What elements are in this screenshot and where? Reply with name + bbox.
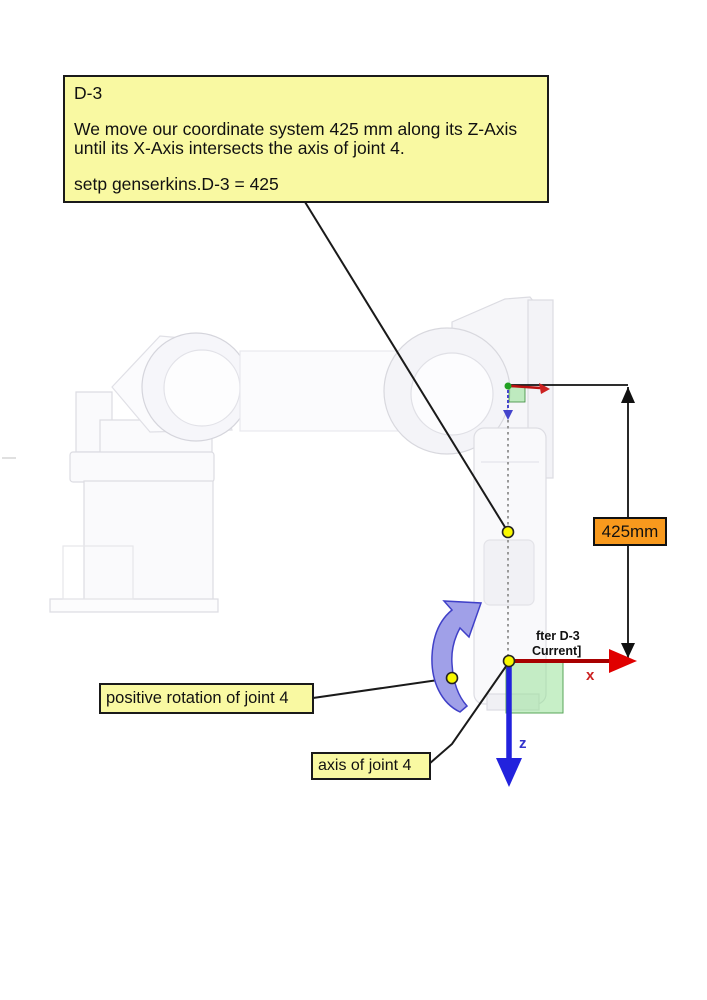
robot-base-cylinder — [84, 481, 213, 600]
rotation-label-connector — [313, 678, 452, 698]
z-axis-arrowhead-icon — [496, 758, 522, 787]
previous-frame-green-square — [509, 387, 525, 402]
current-frame-green-square — [506, 662, 563, 713]
rotation-arrow-marker — [447, 673, 458, 684]
z-axis-label: z — [519, 735, 527, 752]
d3-note-body-line1: We move our coordinate system 425 mm along its Z-Axis — [74, 119, 518, 139]
after-d3-caption-line1: fter D-3 — [536, 629, 580, 643]
d3-note-title: D-3 — [74, 83, 103, 103]
robot-base-flange — [70, 452, 214, 482]
joint4-origin-marker — [504, 656, 515, 667]
joint4-axis-text: axis of joint 4 — [318, 757, 412, 774]
after-d3-caption-line2: Current] — [532, 643, 582, 658]
robot-render — [2, 297, 553, 710]
robot-forearm-seam — [481, 461, 539, 463]
joint4-axis-label — [311, 752, 431, 780]
dimension-arrowhead-up-icon — [621, 387, 635, 403]
d3-translation-point-marker — [503, 527, 514, 538]
positive-rotation-label — [99, 683, 314, 714]
dimension-value-label — [593, 517, 667, 546]
d3-note-box — [63, 75, 549, 203]
robot-shoulder-hub — [164, 350, 240, 426]
robot-base-foot — [50, 599, 218, 612]
x-axis-label: x — [586, 667, 595, 684]
dimension-value-text: 425mm — [601, 521, 659, 541]
d3-note-body-line2: until its X-Axis intersects the axis of joint 4. — [74, 138, 405, 158]
x-axis-arrowhead-icon — [609, 649, 637, 673]
positive-rotation-text: positive rotation of joint 4 — [106, 689, 289, 707]
d3-note-command: setp genserkins.D-3 = 425 — [74, 174, 279, 194]
previous-frame-origin-dot — [505, 383, 512, 390]
after-d3-caption — [532, 629, 581, 658]
